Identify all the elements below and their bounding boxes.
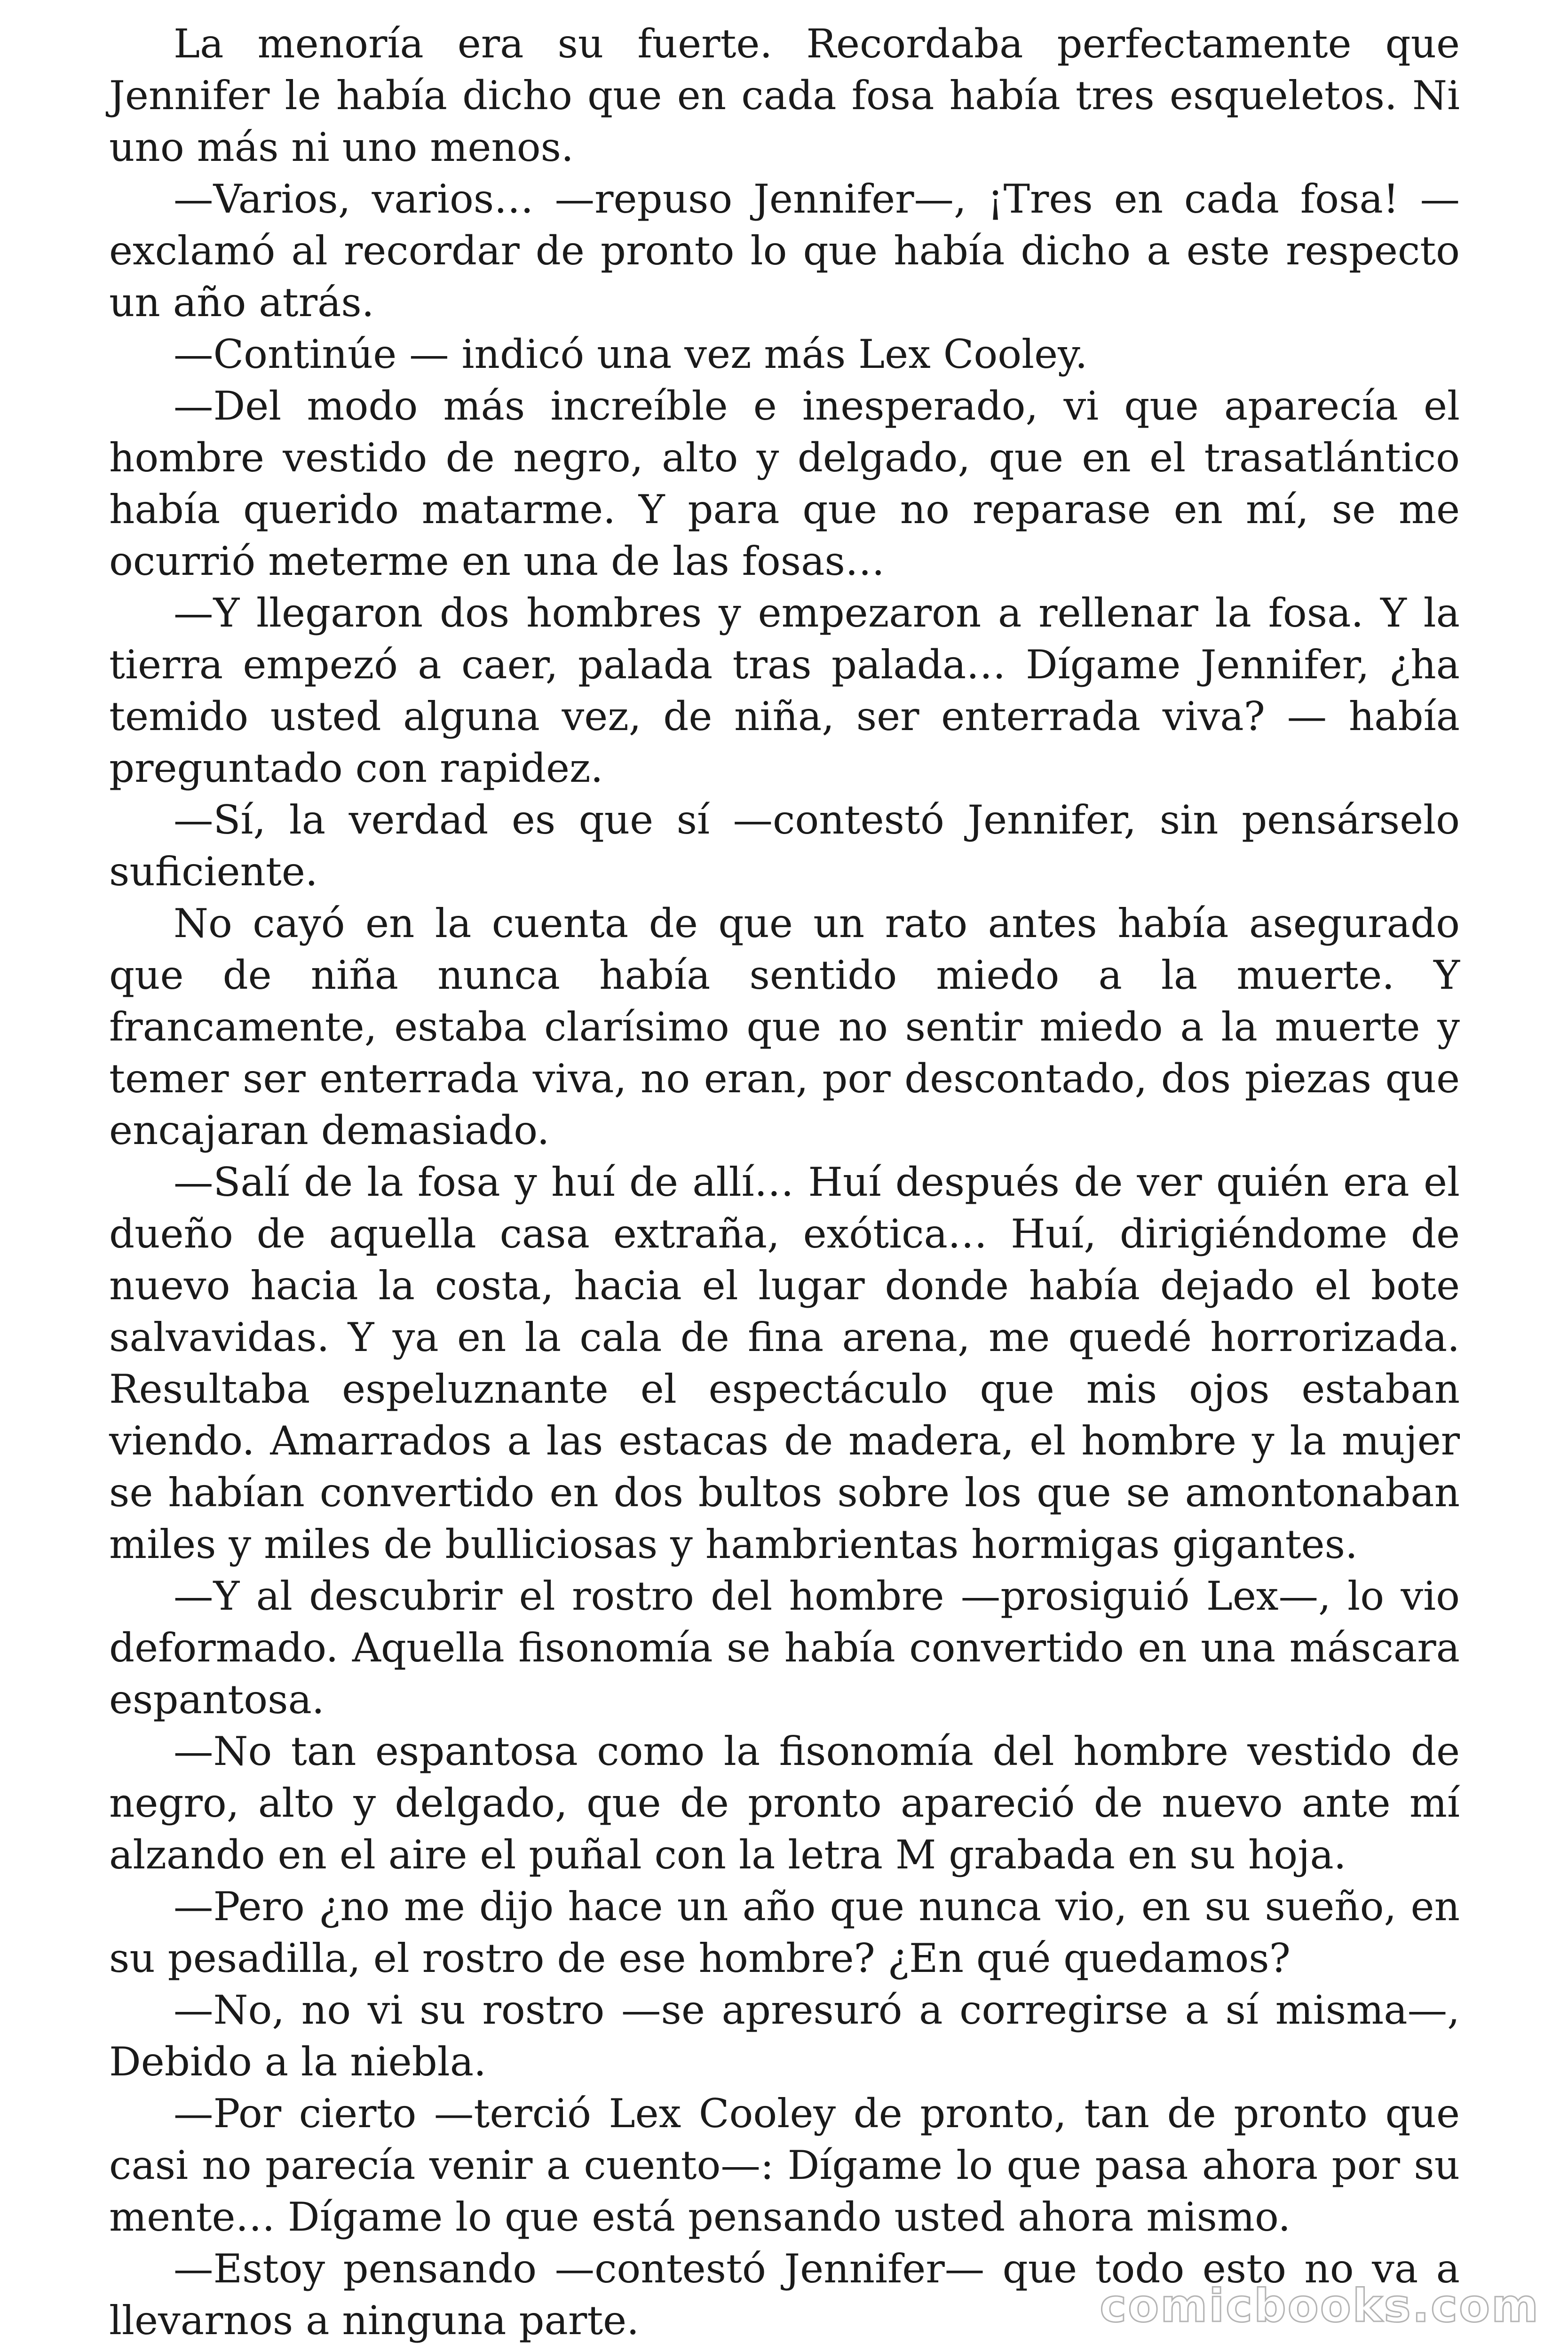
paragraph-5: —Y llegaron dos hombres y empezaron a rellenar la fosa. Y la tierra empezó a caer, palada tras palada… Dígame Jennifer, ¿ha temido usted alguna vez, de niña, ser enterrada viva? — había preguntado con rapidez. xyxy=(109,590,1460,791)
paragraph-4: —Del modo más increíble e inesperado, vi que aparecía el hombre vestido de negro, alto y delgado, que en el trasatlántico había querido matarme. Y para que no reparase en mí, se me ocurrió meterme en una de las fosas… xyxy=(109,383,1460,584)
paragraph-11: —Pero ¿no me dijo hace un año que nunca vio, en su sueño, en su pesadilla, el rostro de ese hombre? ¿En qué quedamos? xyxy=(109,1883,1460,1981)
paragraph-13: —Por cierto —terció Lex Cooley de pronto, tan de pronto que casi no parecía venir a cuento—: Dígame lo que pasa ahora por su mente… Dígame lo que está pensando usted ahora mismo. xyxy=(109,2090,1460,2240)
paragraph-14: —Estoy pensando —contestó Jennifer— que todo esto no va a llevarnos a ninguna parte. xyxy=(109,2246,1460,2344)
paragraph-1: La menoría era su fuerte. Recordaba perfectamente que Jennifer le había dicho que en cada fosa había tres esqueletos. Ni uno más ni uno menos. xyxy=(109,21,1460,170)
paragraph-10: —No tan espantosa como la fisonomía del hombre vestido de negro, alto y delgado, que de pronto apareció de nuevo ante mí alzando en el aire el puñal con la letra M grabada en su hoja. xyxy=(109,1728,1460,1878)
paragraph-2: —Varios, varios… —repuso Jennifer—, ¡Tres en cada fosa! — exclamó al recordar de pronto lo que había dicho a este respecto un año atrás. xyxy=(109,176,1460,326)
paragraph-9: —Y al descubrir el rostro del hombre —prosiguió Lex—, lo vio deformado. Aquella fisonomía se había convertido en una máscara espantosa. xyxy=(109,1573,1460,1723)
paragraph-6: —Sí, la verdad es que sí —contestó Jennifer, sin pensárselo suficiente. xyxy=(109,797,1460,895)
watermark: comicbooks.com xyxy=(1100,2280,1540,2332)
paragraph-7: No cayó en la cuenta de que un rato antes había asegurado que de niña nunca había sentido miedo a la muerte. Y francamente, estaba clarísimo que no sentir miedo a la muerte y temer ser enterrada viva, no eran, por descontado, dos piezas que encajaran demasiado. xyxy=(109,900,1460,1153)
paragraph-12: —No, no vi su rostro —se apresuró a corregirse a sí misma—, Debido a la niebla. xyxy=(109,1987,1460,2085)
paragraph-3: —Continúe — indicó una vez más Lex Cooley. xyxy=(174,331,1088,377)
paragraph-8: —Salí de la fosa y huí de allí… Huí después de ver quién era el dueño de aquella casa extraña, exótica… Huí, dirigiéndome de nuevo hacia la costa, hacia el lugar donde había dejado el bote salvavidas. Y ya en la cala de fina arena, me quedé horrorizada. Resultaba espeluznante el espectáculo que mis ojos estaban viendo. Amarrados a las estacas de madera, el hombre y la mujer se habían convertido en dos bultos sobre los que se amontonaban miles y miles de bulliciosas y hambrientas hormigas gigantes. xyxy=(109,1159,1460,1567)
